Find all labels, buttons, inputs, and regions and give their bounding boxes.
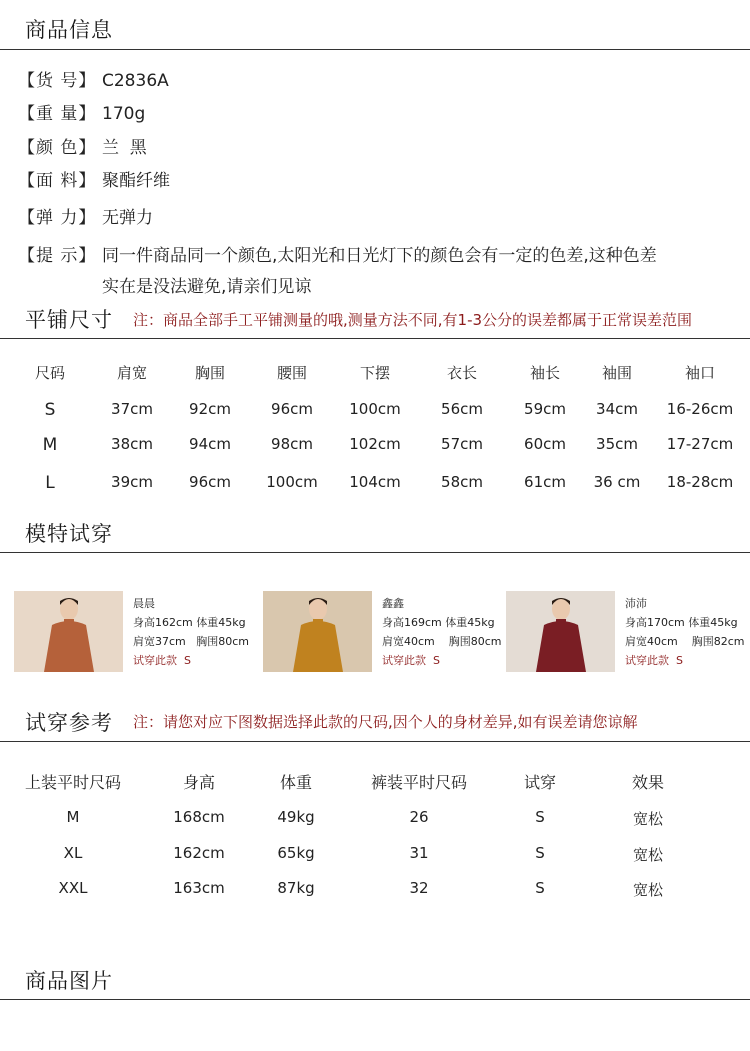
model-try-size: 试穿此款 S	[382, 654, 440, 667]
size-table-header: 下摆	[359, 364, 391, 382]
try-table-cell: 162cm	[173, 844, 225, 862]
size-table-cell: 58cm	[441, 473, 483, 491]
try-table-header: 裤装平时尺码	[370, 773, 468, 792]
info-value: 无弹力	[102, 208, 153, 228]
size-table-cell: M	[42, 435, 58, 455]
model-measurements: 肩宽37cm 胸围80cm	[133, 635, 250, 648]
model-info	[625, 594, 745, 670]
size-table-cell: 35cm	[596, 435, 638, 453]
info-value: 兰 黑	[102, 138, 147, 158]
info-row-sku	[18, 66, 169, 91]
model-height-weight: 身高162cm 体重45kg	[133, 616, 246, 629]
try-table-cell: 49kg	[277, 808, 315, 826]
size-table-header: 袖长	[529, 364, 561, 382]
info-value: 实在是没法避免,请亲们见谅	[102, 277, 312, 297]
try-table-header: 身高	[182, 773, 216, 792]
size-table-header: 肩宽	[116, 364, 148, 382]
model-photo	[14, 591, 123, 672]
size-table-cell: 59cm	[524, 400, 566, 418]
info-label: 【颜 色】	[18, 138, 97, 158]
size-table-header: 腰围	[276, 364, 308, 382]
info-label: 【重 量】	[18, 104, 97, 124]
divider	[0, 552, 750, 553]
try-table-cell: S	[535, 844, 545, 862]
info-row-tip	[18, 241, 657, 266]
try-table-header: 试穿	[523, 773, 557, 792]
size-table-cell: 17-27cm	[666, 435, 734, 453]
size-table-cell: 98cm	[271, 435, 313, 453]
model-try-size: 试穿此款 S	[133, 654, 191, 667]
section-title-models: 模特试穿	[25, 522, 113, 546]
model-photo	[506, 591, 615, 672]
size-table-cell: S	[44, 400, 56, 420]
size-table-header: 袖围	[601, 364, 633, 382]
try-table-cell: S	[535, 879, 545, 897]
divider	[0, 49, 750, 50]
section-title-product-images: 商品图片	[25, 969, 113, 993]
try-table-cell: 163cm	[173, 879, 225, 897]
size-table-cell: 104cm	[349, 473, 401, 491]
size-table-cell: 96cm	[189, 473, 231, 491]
size-table-header: 袖口	[684, 364, 716, 382]
info-label: 【提 示】	[18, 246, 97, 266]
try-table-cell: 32	[409, 879, 429, 897]
size-table-cell: 57cm	[441, 435, 483, 453]
flat-size-note: 注：商品全部手工平铺测量的哦,测量方法不同,有1-3公分的误差都属于正常误差范围	[133, 311, 693, 329]
size-table-cell: 60cm	[524, 435, 566, 453]
try-table-cell: 65kg	[277, 844, 315, 862]
info-value: 170g	[102, 104, 146, 124]
info-row-color	[18, 133, 147, 158]
size-table-cell: 96cm	[271, 400, 313, 418]
try-table-cell: S	[535, 808, 545, 826]
try-table-header: 效果	[631, 773, 665, 792]
section-title-flat-size: 平铺尺寸	[25, 308, 113, 332]
model-name: 晨晨	[133, 597, 155, 610]
try-table-cell: 168cm	[173, 808, 225, 826]
try-table-cell: 宽松	[632, 846, 664, 864]
divider	[0, 338, 750, 339]
model-name: 鑫鑫	[382, 597, 404, 610]
info-label: 【货 号】	[18, 71, 97, 91]
info-value: 同一件商品同一个颜色,太阳光和日光灯下的颜色会有一定的色差,这种色差	[102, 246, 657, 266]
size-table-cell: L	[45, 473, 55, 493]
size-table-cell: 18-28cm	[666, 473, 734, 491]
model-try-size: 试穿此款 S	[625, 654, 683, 667]
info-row-elasticity	[18, 203, 153, 228]
size-table-cell: 38cm	[111, 435, 153, 453]
model-info	[133, 594, 249, 670]
model-photo	[263, 591, 372, 672]
size-table-header: 衣长	[446, 364, 478, 382]
info-label: 【面 料】	[18, 171, 97, 191]
size-table-cell: 100cm	[349, 400, 401, 418]
size-table-cell: 61cm	[524, 473, 566, 491]
size-table-cell: 100cm	[266, 473, 318, 491]
try-table-cell: 26	[409, 808, 429, 826]
size-table-cell: 94cm	[189, 435, 231, 453]
info-row-tip-cont	[102, 272, 311, 297]
size-table-cell: 56cm	[441, 400, 483, 418]
info-row-fabric	[18, 166, 170, 191]
info-value: 聚酯纤维	[102, 171, 170, 191]
size-table-cell: 37cm	[111, 400, 153, 418]
divider	[0, 999, 750, 1000]
size-table-cell: 36 cm	[593, 473, 641, 491]
try-ref-note: 注：请您对应下图数据选择此款的尺码,因个人的身材差异,如有误差请您谅解	[133, 713, 638, 731]
divider	[0, 741, 750, 742]
model-measurements: 肩宽40cm 胸围82cm	[625, 635, 745, 648]
size-table-cell: 34cm	[596, 400, 638, 418]
try-table-cell: XL	[63, 844, 83, 862]
size-table-header: 尺码	[34, 364, 66, 382]
size-table-cell: 102cm	[349, 435, 401, 453]
model-info	[382, 594, 502, 670]
model-measurements: 肩宽40cm 胸围80cm	[382, 635, 502, 648]
model-name: 沛沛	[625, 597, 647, 610]
model-height-weight: 身高170cm 体重45kg	[625, 616, 738, 629]
try-table-cell: 宽松	[632, 810, 664, 828]
try-table-cell: 87kg	[277, 879, 315, 897]
try-table-cell: 31	[409, 844, 429, 862]
info-row-weight	[18, 99, 145, 124]
model-height-weight: 身高169cm 体重45kg	[382, 616, 495, 629]
size-table-cell: 92cm	[189, 400, 231, 418]
size-table-header: 胸围	[194, 364, 226, 382]
info-value: C2836A	[102, 71, 169, 91]
try-table-cell: 宽松	[632, 881, 664, 899]
try-table-header: 体重	[279, 773, 313, 792]
section-title-try-ref: 试穿参考	[25, 711, 113, 735]
try-table-header: 上装平时尺码	[24, 773, 122, 792]
section-title-product-info: 商品信息	[25, 18, 113, 42]
try-table-cell: XXL	[58, 879, 88, 897]
info-label: 【弹 力】	[18, 208, 97, 228]
size-table-cell: 16-26cm	[666, 400, 734, 418]
try-table-cell: M	[66, 808, 80, 826]
size-table-cell: 39cm	[111, 473, 153, 491]
